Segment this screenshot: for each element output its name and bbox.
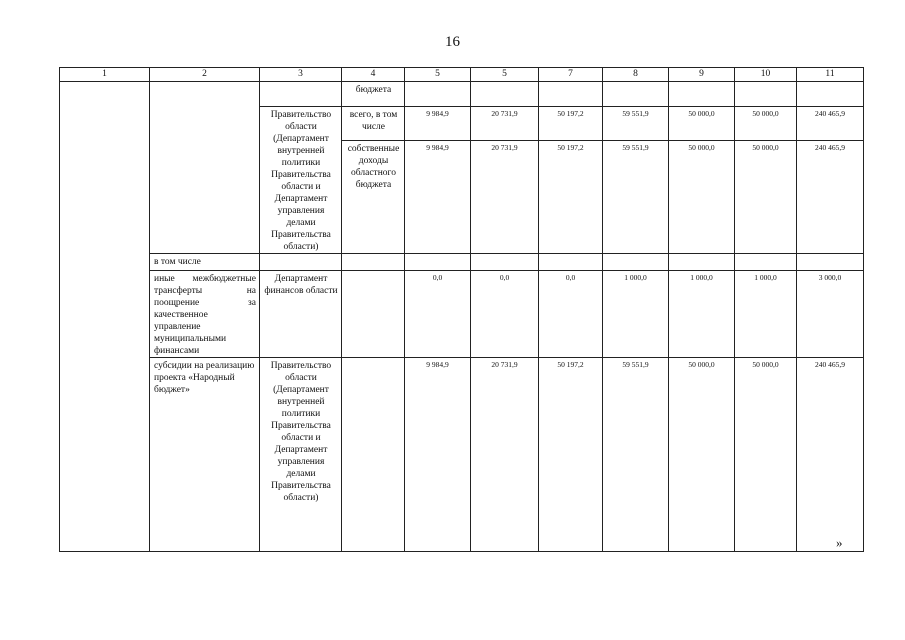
value-cell: 50 000,0 [669,141,735,254]
value-cell: 0,0 [471,271,539,358]
value-cell: 59 551,9 [603,107,669,141]
value-cell [669,254,735,271]
funding-source-cell: всего, в том числе [342,107,405,141]
value-cell: 50 000,0 [735,358,797,552]
header-cell: 7 [539,68,603,82]
executor-cell: Правительство области (Департамент внутренней политики Правительства области и Департамент управления делами Правительства области) [260,107,342,254]
funding-source-cell: собственные доходы областного бюджета [342,141,405,254]
subheading-cell: в том числе [150,254,260,271]
value-cell: 9 984,9 [405,141,471,254]
value-cell: 240 465,9 [797,107,864,141]
value-cell: 9 984,9 [405,358,471,552]
funding-source-cell [342,271,405,358]
header-cell: 9 [669,68,735,82]
value-cell: 9 984,9 [405,107,471,141]
value-cell: 0,0 [539,271,603,358]
header-cell: 5 [471,68,539,82]
value-cell: 240 465,9 [797,358,864,552]
executor-cell: Департамент финансов области [260,271,342,358]
table-row [60,82,864,107]
table-header-row [60,68,864,82]
value-cell [539,254,603,271]
value-cell: 240 465,9 [797,141,864,254]
header-cell: 8 [603,68,669,82]
value-cell: 1 000,0 [603,271,669,358]
value-cell: 20 731,9 [471,107,539,141]
closing-quote-mark: » [836,535,843,550]
value-cell: 1 000,0 [735,271,797,358]
table-cell [260,82,342,107]
value-cell: 50 000,0 [669,358,735,552]
value-cell: 3 000,0 [797,271,864,358]
value-cell: 1 000,0 [669,271,735,358]
value-cell: 50 000,0 [669,107,735,141]
value-cell: 59 551,9 [603,141,669,254]
funding-source-cell: бюджета [342,82,405,107]
header-cell: 11 [797,68,864,82]
value-cell [735,254,797,271]
value-cell [797,82,864,107]
page-number: 16 [445,34,460,50]
budget-table-container [59,67,864,552]
value-cell [669,82,735,107]
table-row [60,358,864,552]
col1-merged-cell [60,82,150,552]
value-cell [405,82,471,107]
value-cell [603,254,669,271]
value-cell [735,82,797,107]
measure-name-cell: субсидии на реализацию проекта «Народный бюджет» [150,358,260,552]
value-cell: 59 551,9 [603,358,669,552]
value-cell: 0,0 [405,271,471,358]
value-cell: 50 000,0 [735,107,797,141]
header-cell: 3 [260,68,342,82]
value-cell [797,254,864,271]
table-row [60,254,864,271]
value-cell [539,82,603,107]
value-cell: 50 197,2 [539,107,603,141]
table-cell [260,254,342,271]
value-cell: 50 000,0 [735,141,797,254]
col2-merged-cell [150,82,260,254]
executor-cell: Правительство области (Департамент внутренней политики Правительства области и Департамент управления делами Правительства области) [260,358,342,552]
value-cell: 20 731,9 [471,141,539,254]
table-cell [342,254,405,271]
value-cell: 20 731,9 [471,358,539,552]
value-cell: 50 197,2 [539,141,603,254]
value-cell [471,254,539,271]
value-cell [471,82,539,107]
header-cell: 2 [150,68,260,82]
table-row [60,271,864,358]
budget-table [59,67,864,552]
value-cell [603,82,669,107]
measure-name-cell: иные межбюджетные трансферты на поощрение за качественное управление муниципальными финансами [150,271,260,358]
header-cell: 5 [405,68,471,82]
header-cell: 4 [342,68,405,82]
value-cell [405,254,471,271]
value-cell: 50 197,2 [539,358,603,552]
funding-source-cell [342,358,405,552]
header-cell: 10 [735,68,797,82]
header-cell: 1 [60,68,150,82]
